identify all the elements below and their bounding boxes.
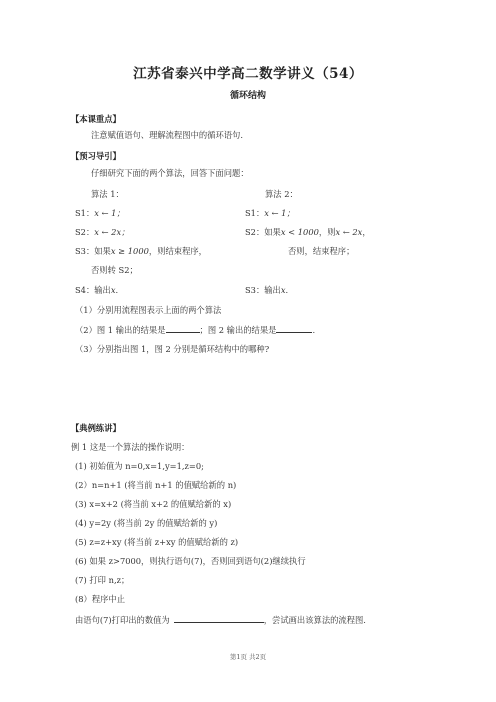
example-heading: 【典例练讲】 (71, 423, 121, 433)
step-label: S3：输出 (245, 285, 281, 295)
preview-heading: 【预习导引】 (71, 151, 121, 161)
page-title: 江苏省泰兴中学高二数学讲义（54） (133, 66, 363, 82)
algo2-step-1 (245, 208, 295, 219)
step-tail: ， (362, 227, 371, 237)
example-step: (8）程序中止 (75, 594, 126, 604)
algo1-step-3 (75, 246, 207, 257)
step-condition: x ≥ 1000 (110, 246, 149, 256)
page-footer: 第1页 共2页 (229, 653, 267, 661)
page-subtitle: 循环结构 (229, 91, 266, 101)
step-expression: x (280, 285, 286, 295)
question-1: （1）分别用流程图表示上面的两个算法 (75, 305, 222, 315)
algo1-step-3-else: 否则转 S2； (91, 265, 138, 275)
step-connector: ，则 (318, 227, 336, 237)
answer-blank-2[interactable] (276, 324, 312, 333)
algo1-step-1 (75, 208, 125, 219)
example-step: (2）n=n+1 (将当前 n+1 的值赋给新的 n) (75, 480, 237, 490)
step-tail: ，则结束程序， (148, 246, 207, 256)
step-label: S2： (75, 227, 95, 237)
step-expression: x ← 1； (264, 208, 295, 218)
algo1-step-4 (75, 285, 118, 296)
example-step: (7) 打印 n,z； (75, 575, 130, 585)
step-expression: x (110, 285, 116, 295)
final-question-part-a: 由语句(7)打印出的数值为 (75, 615, 170, 625)
example-intro: 例 1 这是一个算法的操作说明： (71, 442, 190, 452)
step-condition: x < 1000 (280, 227, 319, 237)
final-question-part-b: ，尝试画出该算法的流程图. (263, 615, 366, 625)
focus-text: 注意赋值语句、理解流程图中的循环语句. (91, 130, 243, 140)
step-expression: x ← 2x (335, 227, 363, 237)
algo2-step-3 (245, 285, 288, 296)
step-expression: x ← 2x； (94, 227, 130, 237)
step-tail: . (285, 285, 289, 295)
preview-intro: 仔细研究下面的两个算法，回答下面问题： (91, 168, 249, 178)
example-step: (4) y=2y (将当前 2y 的值赋给新的 y) (75, 518, 218, 528)
question-2 (75, 324, 315, 336)
question-2-part-b: ；图 2 输出的结果是 (199, 325, 277, 335)
algorithm-2-title: 算法 2： (265, 189, 298, 199)
step-label: S3：如果 (75, 246, 111, 256)
step-label: S4：输出 (75, 285, 111, 295)
algo2-step-2 (245, 227, 371, 238)
step-expression: x ← 1； (94, 208, 125, 218)
example-final-question (75, 614, 366, 626)
answer-blank-1[interactable] (166, 324, 200, 333)
step-label: S2：如果 (245, 227, 281, 237)
example-step: (1) 初始值为 n=0,x=1,y=1,z=0; (75, 461, 204, 471)
algorithm-1-title: 算法 1： (91, 189, 124, 199)
step-label: S1： (245, 208, 265, 218)
question-2-part-a: （2）图 1 输出的结果是 (75, 325, 166, 335)
focus-heading: 【本课重点】 (71, 114, 121, 124)
example-step: (6) 如果 z>7000，则执行语句(7)，否则回到语句(2)继续执行 (75, 556, 306, 566)
example-step: (5) z=z+xy (将当前 z+xy 的值赋给新的 z) (75, 537, 239, 547)
question-3: （3）分别指出图 1，图 2 分别是循环结构中的哪种? (75, 344, 270, 354)
question-2-part-c: . (312, 325, 316, 335)
step-tail: . (115, 285, 119, 295)
step-label: S1： (75, 208, 95, 218)
example-step: (3) x=x+2 (将当前 x+2 的值赋给新的 x) (75, 499, 232, 509)
answer-blank-3[interactable] (174, 614, 264, 623)
algo1-step-2 (75, 227, 129, 238)
algo2-step-2-else: 否则，结束程序； (288, 246, 355, 256)
